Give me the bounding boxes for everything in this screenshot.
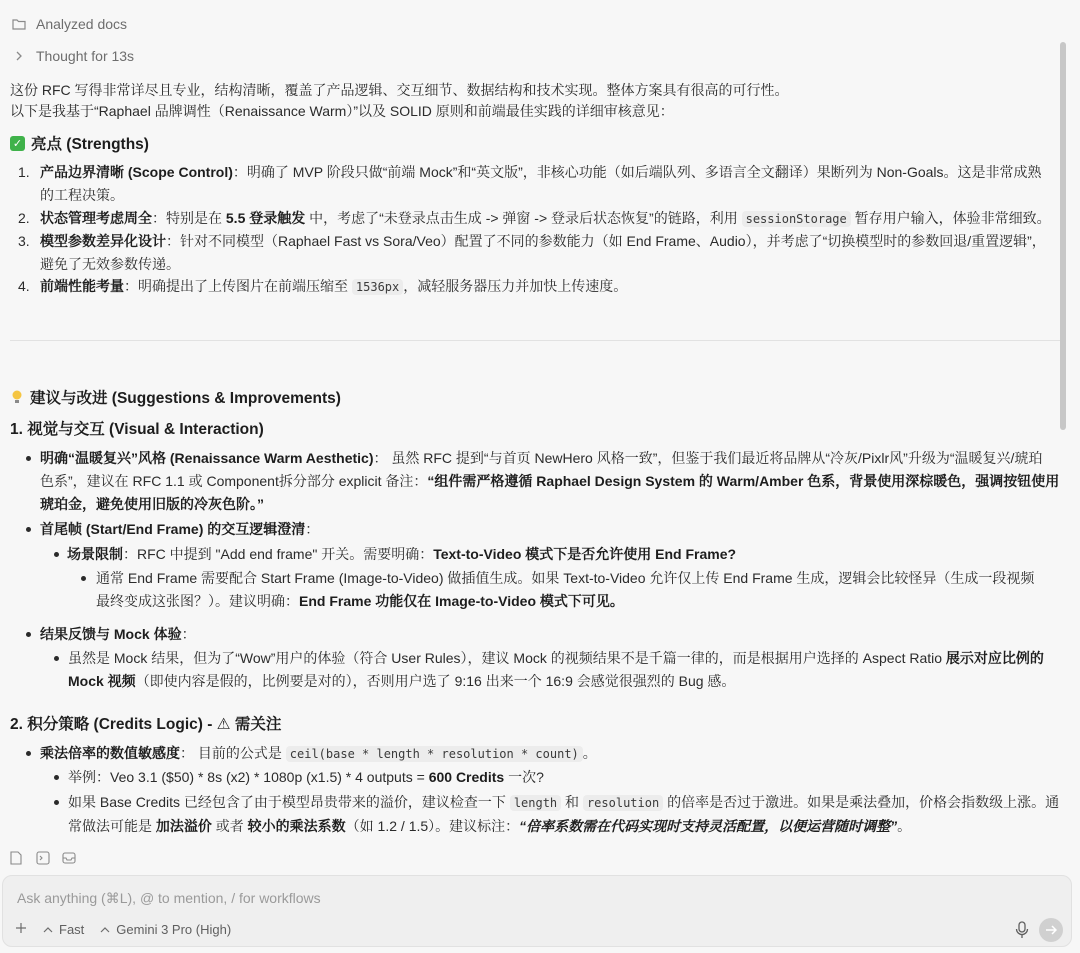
item-text: ：明确了 MVP 阶段只做“前端 Mock”和“英文版”，非核心功能（如后端队列、多语言全文翻译）果断列为 Non-Goals。这是非常成熟 xyxy=(232,164,1042,180)
bullet xyxy=(26,527,31,532)
thought-row[interactable] xyxy=(12,48,134,64)
item-title: 状态管理考虑周全 xyxy=(40,210,152,226)
analyzed-docs-row[interactable] xyxy=(12,16,127,32)
item-title: 结果反馈与 Mock 体验 xyxy=(40,626,182,642)
file-icon[interactable] xyxy=(10,851,24,865)
inbox-icon[interactable] xyxy=(62,851,76,865)
list-item xyxy=(68,766,1058,789)
item-text: 。 xyxy=(897,818,912,834)
section-1-heading: 1. 视觉与交互 (Visual & Interaction) xyxy=(10,421,264,438)
chevron-right-icon xyxy=(12,49,26,63)
folder-icon xyxy=(12,17,26,31)
list-item xyxy=(96,567,1061,613)
item-text: 和 xyxy=(561,794,583,810)
list-item xyxy=(68,791,1063,838)
suggestions-heading xyxy=(10,386,341,408)
bullet xyxy=(26,456,31,461)
item-text: 常做法可能是 xyxy=(68,818,156,834)
item-text: 最终变成这张图？）。建议明确： xyxy=(96,593,299,609)
input-toolbar xyxy=(15,922,231,937)
bullet xyxy=(54,656,59,661)
item-text: 虽然是 Mock 结果，但为了“Wow”用户的体验（符合 User Rules），建议 Mock 的视频结果不是千篇一律的，而是根据用户选择的 Aspect Ratio xyxy=(68,650,946,666)
item-title: 前端性能考量 xyxy=(40,278,124,294)
item-text: ： 目前的公式是 xyxy=(180,745,286,761)
item-text: 如果 Base Credits 已经包含了由于模型昂贵带来的溢价，建议检查一下 xyxy=(68,794,510,810)
bullet xyxy=(54,800,59,805)
item-title: 首尾帧 (Start/End Frame) 的交互逻辑澄清 xyxy=(40,521,306,537)
inline-code: length xyxy=(510,795,561,811)
item-text: ： 虽然 RFC 提到“与首页 NewHero 风格一致”，但鉴于我们最近将品牌从“冷灰/Pixlr风”升级为“温暖复兴/琥珀 xyxy=(373,450,1043,466)
item-text: （如 1.2 / 1.5）。建议标注： xyxy=(345,818,520,834)
item-text: ：针对不同模型（Raphael Fast vs Sora/Veo）配置了不同的参数能力（如 End Frame、Audio），并考虑了“切换模型时的参数回退/重置逻辑”， xyxy=(166,233,1046,249)
model-label: Gemini 3 Pro (High) xyxy=(116,922,232,937)
item-text: 的工程决策。 xyxy=(40,187,124,203)
chat-input-placeholder[interactable]: Ask anything (⌘L), @ to mention, / for workflows xyxy=(17,890,321,906)
item-text: 暂存用户输入，体验非常细致。 xyxy=(850,210,1051,226)
bullet xyxy=(81,576,86,581)
list-item xyxy=(18,207,1060,231)
item-text: ：特别是在 xyxy=(152,210,226,226)
item-bold: End Frame 功能仅在 Image-to-Video 模式下可见。 xyxy=(299,593,624,609)
item-text: 举例：Veo 3.1 ($50) * 8s (x2) * 1080p (x1.5) * 4 outputs = xyxy=(68,769,429,785)
list-item xyxy=(40,447,1064,516)
list-item xyxy=(18,230,1060,276)
bullet xyxy=(26,632,31,637)
item-title: 模型参数差异化设计 xyxy=(40,233,166,249)
lightbulb-icon xyxy=(10,389,24,405)
item-text: ： xyxy=(181,626,196,642)
item-text: 一次? xyxy=(504,769,544,785)
list-number: 4. xyxy=(18,278,30,294)
message-actions xyxy=(10,851,76,865)
list-item xyxy=(18,161,1060,207)
list-item xyxy=(40,623,1060,646)
item-bold: 600 Credits xyxy=(428,769,505,785)
item-text: ，减轻服务器压力并加快上传速度。 xyxy=(403,278,628,294)
chat-input-box[interactable] xyxy=(2,875,1072,947)
item-text: 避免了无效参数传递。 xyxy=(40,256,180,272)
item-bold: Text-to-Video 模式下是否允许使用 End Frame? xyxy=(433,546,737,562)
list-item xyxy=(40,518,1060,541)
list-item xyxy=(68,647,1060,693)
strengths-heading-text: 亮点 (Strengths) xyxy=(31,136,149,153)
item-text: （即使内容是假的，比例要是对的），否则用户选了 9:16 出来一个 16:9 会感觉很强烈的 Bug 感。 xyxy=(135,673,736,689)
divider xyxy=(10,340,1064,341)
item-bold: 展示对应比例的 xyxy=(945,650,1044,666)
list-item xyxy=(18,275,1060,299)
send-button[interactable] xyxy=(1039,918,1063,942)
add-button[interactable] xyxy=(15,922,27,937)
item-bold: 加法溢价 xyxy=(155,818,212,834)
plus-icon xyxy=(15,922,27,937)
item-bold: 琥珀金，避免使用旧版的冷灰色阶。” xyxy=(40,496,264,512)
model-selector[interactable] xyxy=(100,922,231,937)
check-icon: ✓ xyxy=(10,136,25,151)
microphone-icon[interactable] xyxy=(1015,921,1031,939)
item-text: 或者 xyxy=(211,818,248,834)
suggestions-heading-text: 建议与改进 (Suggestions & Improvements) xyxy=(30,390,341,407)
intro-line-1: 这份 RFC 写得非常详尽且专业，结构清晰，覆盖了产品逻辑、交互细节、数据结构和技术实现。整体方案具有很高的可行性。 xyxy=(10,82,789,98)
bullet xyxy=(54,552,59,557)
item-text: 色系”，建议在 RFC 1.1 或 Component拆分部分 explicit 备注： xyxy=(40,473,428,489)
item-bold: 较小的乘法系数 xyxy=(247,818,346,834)
mode-label: Fast xyxy=(59,922,85,937)
item-title: 场景限制 xyxy=(67,546,123,562)
chevron-up-icon xyxy=(43,922,53,937)
item-title: 产品边界清晰 (Scope Control) xyxy=(40,164,233,180)
intro-line-2: 以下是我基于“Raphael 品牌调性（Renaissance Warm）”以及 SOLID 原则和前端最佳实践的详细审核意见： xyxy=(10,103,674,119)
item-text: 。 xyxy=(582,745,597,761)
inline-code: resolution xyxy=(583,795,663,811)
analyzed-docs-label: Analyzed docs xyxy=(36,16,128,32)
item-text: 的倍率是否过于激进。如果是乘法叠加，价格会指数级上涨。通 xyxy=(663,794,1060,810)
inline-code: 1536px xyxy=(352,279,403,295)
list-number: 2. xyxy=(18,210,30,226)
bullet xyxy=(26,751,31,756)
item-text: ：RFC 中提到 "Add end frame" 开关。需要明确： xyxy=(123,546,434,562)
mode-selector[interactable] xyxy=(43,922,84,937)
item-title: 明确“温暖复兴”风格 (Renaissance Warm Aesthetic) xyxy=(40,450,374,466)
scrollbar[interactable] xyxy=(1060,42,1066,430)
inline-code: sessionStorage xyxy=(742,211,851,227)
item-text: ：明确提出了上传图片在前端压缩至 xyxy=(124,278,352,294)
item-italic: “倍率系数需在代码实现时支持灵活配置，以便运营随时调整” xyxy=(519,818,898,834)
item-text: 中，考虑了“未登录点击生成 -> 弹窗 -> 登录后状态恢复”的链路，利用 xyxy=(305,210,742,226)
item-bold: 5.5 登录触发 xyxy=(225,210,306,226)
send-arrow-icon xyxy=(1045,924,1057,936)
inline-code: ceil(base * length * resolution * count) xyxy=(286,746,583,762)
list-item xyxy=(40,742,1060,766)
strengths-heading xyxy=(10,132,149,154)
item-text: ： xyxy=(305,521,320,537)
list-number: 1. xyxy=(18,164,30,180)
bullet xyxy=(54,775,59,780)
section-2-heading: 2. 积分策略 (Credits Logic) - ⚠ 需关注 xyxy=(10,716,282,733)
terminal-icon[interactable] xyxy=(36,851,50,865)
item-text: 通常 End Frame 需要配合 Start Frame (Image-to-Video) 做插值生成。如果 Text-to-Video 允许仅上传 End Frame 生成，逻辑会比较怪异（生成一段视频 xyxy=(96,570,1035,586)
list-item xyxy=(67,543,1057,566)
thought-label: Thought for 13s xyxy=(36,48,135,64)
item-bold: “组件需严格遵循 Raphael Design System 的 Warm/Amber 色系，背景使用深棕暖色，强调按钮使用 xyxy=(427,473,1060,489)
list-number: 3. xyxy=(18,233,30,249)
item-bold: Mock 视频 xyxy=(68,673,136,689)
item-title: 乘法倍率的数值敏感度 xyxy=(40,745,180,761)
chevron-up-icon xyxy=(100,922,110,937)
